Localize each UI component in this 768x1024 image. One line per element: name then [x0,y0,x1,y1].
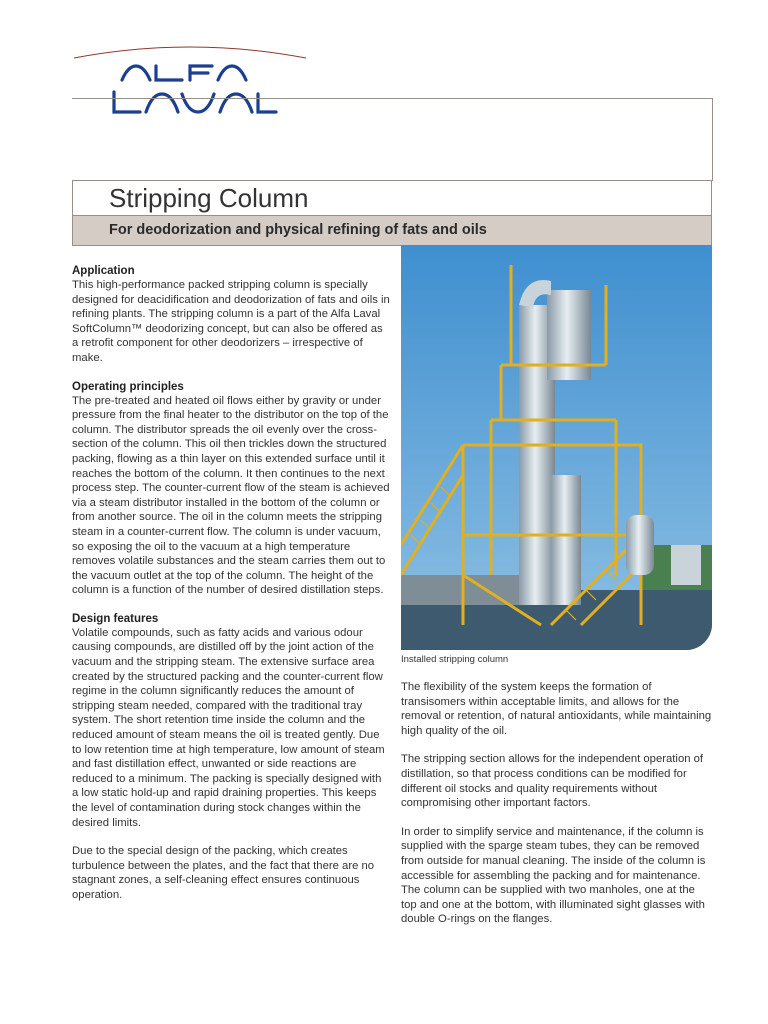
right-paragraph-1: The flexibility of the system keeps the formation of transisomers within acceptable limits, and allows for the removal or retention, of natural antioxidants, while maintaining high quality of the oil. [401,681,712,737]
subtitle-bar [72,215,712,246]
section-heading-design-features: Design features [72,612,159,625]
operating-principles-paragraph: The pre-treated and heated oil flows either by gravity or under pressure from the final heater to the distributor on the top of the column. The distributor spreads the oil evenly over the cross-section of the column. This oil then trickles down the structured packing, flowing as a thin layer on this extended surface until it reaches the bottom of the column. It then continues to the next process step. The counter-current flow of the steam is achieved via a steam distributor installed in the bottom of the column or from another source. The oil in the column meets the stripping steam in a counter-current flow. The column is under vacuum, so exposing the oil to the vacuum at a high temperature removes volatile substances and the steam carries them out to the vacuum outlet at the top of the column. The height of the column is a function of the number of desired distillation steps. [72,394,390,597]
design-features-paragraph-1: Volatile compounds, such as fatty acids and various odour causing compounds, are distilled off by the joint action of the vacuum and the stripping steam. The extensive surface area created by the structured packing and the counter-current flow regime in the column significantly reduces the amount of stripping steam needed, compared with the traditional tray system. The short retention time inside the column and the reduced amount of steam means the oil is treated gently. Due to low retention time at high temperature, low amount of steam and fast distillation effect, unwanted or side reactions are reduced to a minimum. The packing is specially designed with a low static hold-up and rapid draining properties. This keeps the level of contamination during stock changes within the desired limits. [72,626,385,829]
section-heading-application: Application [72,265,135,277]
stripping-column-illustration [401,245,712,650]
left-column [72,264,390,917]
photo-caption: Installed stripping column [401,654,509,665]
right-paragraph-2: The stripping section allows for the independent operation of distillation, so that process conditions can be modified for different oil stocks and quality requirements without compromising other important factors. [401,753,704,810]
section-heading-operating-principles: Operating principles [72,380,184,393]
title-box [72,180,712,216]
application-paragraph: This high-performance packed stripping column is specially designed for deacidification and deodorization of fats and oils in refining plants. The stripping column is a part of the Alfa Laval SoftColumn™ deodorizing concept, but can also be offered as a retrofit component for other deodorizers – irrespective of make. [72,279,390,364]
design-features-paragraph-2: Due to the special design of the packing, which creates turbulence between the plates, and the fact that there are no stagnant zones, a self-cleaning effect ensures continuous operation. [72,845,375,901]
stripping-column-photo [401,245,712,650]
page-title: Stripping Column [109,183,309,213]
header-frame [72,98,713,181]
right-paragraph-3: In order to simplify service and maintenance, if the column is supplied with the sparge steam tubes, they can be removed from outside for manual cleaning. The inside of the column is accessible for assembling the packing and for maintenance. The column can be supplied with two manholes, one at the top and one at the bottom, with illuminated sight glasses with double O-rings on the flanges. [401,825,706,926]
page-subtitle: For deodorization and physical refining of fats and oils [109,222,487,238]
right-column [401,680,713,941]
